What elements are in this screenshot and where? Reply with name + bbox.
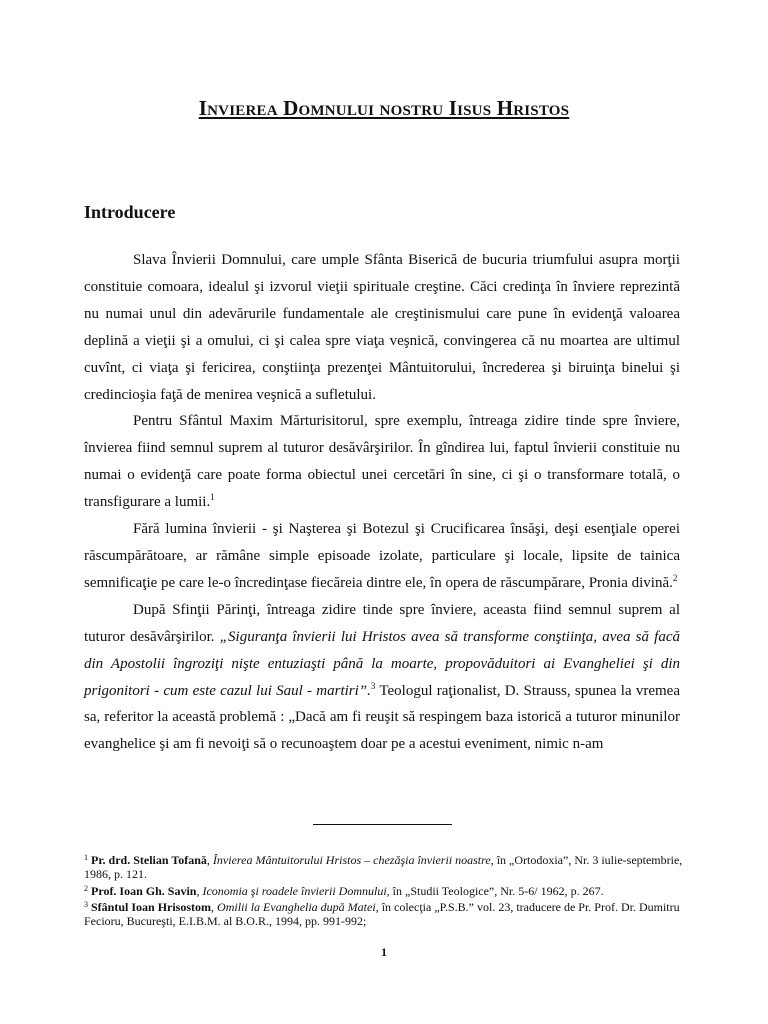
section-heading: Introducere [84,202,176,222]
footnote-details: , în colecţia „P.S.B.” vol. 23, traducere de Pr. Prof. Dr. Dumitru Fecioru, Bucureşti, E.I.B.M. al B.O.R., 1994, pp. 991-992; [84,899,680,929]
footnote-author: Pr. drd. Stelian Tofană [91,853,207,867]
paragraph [84,408,680,516]
footnote [84,853,690,882]
page-number: 1 [381,945,387,959]
paragraph [84,597,680,758]
footnote-number: 2 [84,883,88,893]
footnote-number: 3 [84,899,88,909]
footnote-author: Prof. Ioan Gh. Savin [91,883,197,898]
paragraph-text: Teologul raţionalist, D. Strauss, spunea la vremea sa, referitor la această problemă : „Dacă am fi reuşit să respingem baza istorică a tuturor minunilor evanghelice şi am fi nevoiţi să o recunoaştem doar pe a acestui eveniment, nimic n-am [84,682,680,753]
paragraph-text: Pentru Sfântul Maxim Mărturisitorul, spre exemplu, întreaga zidire tinde spre înviere, învierea fiind semnul suprem al tuturor desăvârşirilor. În gîndirea lui, faptul învierii constituie nu numai o evidenţă care poate forma obiectul unei cercetări în sine, ci şi o transformare totală, o transfigurare a lumii. [84,413,680,511]
footnote [84,884,690,898]
document-title: Invierea Domnului nostru Iisus Hristos [198,96,570,120]
paragraph [84,516,680,597]
footnote-work: Învierea Mântuitorului Hristos – chezăşia învierii noastre [212,853,491,867]
footnote-number: 1 [84,853,88,862]
footnotes [84,853,690,930]
footnote-ref: 3 [370,680,376,691]
footnote-work: Omilii la Evanghelia după Matei [217,899,376,914]
footnote-author: Sfântul Ioan Hrisostom [91,899,212,914]
paragraph-text: După Sfinţii Părinţi, întreaga zidire tinde spre înviere, aceasta fiind semnul suprem al tuturor desăvârşirilor. [84,601,680,645]
footnote [84,900,690,929]
footnote-ref: 1 [210,492,215,503]
footnote-separator: , [196,883,203,898]
body-text [84,247,680,758]
quotation: „Siguranţa învierii lui Hristos avea să transforme conştiinţa, avea să facă din Apostolii îngroziţi nişte entuziaşti până la moarte, propovăduitori ai Evangheliei şi din prigonitori - cum este cazul lui Saul - martiri”. [84,628,680,699]
footnote-work: Iconomia şi roadele învierii Domnului [202,883,387,898]
paragraph [84,247,680,408]
footnote-separator: , [206,853,213,867]
footnote-divider [313,824,452,825]
paragraph-text: Fără lumina învierii - şi Naşterea şi Botezul şi Crucificarea însăşi, deşi esenţiale operei răscumpărătoare, ar rămâne simple episoade izolate, particulare şi locale, lipsite de tainica semnificaţie pe care le-o încredinţase fiecăreia dintre ele, în opera de răscumpărare, Pronia divină. [84,521,680,591]
footnote-details: , în „Ortodoxia”, Nr. 3 iulie-septembrie, 1986, p. 121. [84,853,683,882]
footnote-details: , în „Studii Teologice”, Nr. 5-6/ 1962, p. 267. [386,883,604,898]
footnote-separator: , [211,899,218,914]
paragraph-text: Slava Învierii Domnului, care umple Sfânta Biserică de bucuria triumfului asupra morţii constituie comoara, idealul şi izvorul vieţii spirituale creştine. Căci credinţa în înviere reprezintă nu numai unul din adevărurile fundamentale ale creştinismului care pune în evidenţă valoarea deplină a vieţii şi a omului, ci şi calea spre viaţa veşnică, convingerea că nu moartea are ultimul cuvînt, ci viaţa şi fericirea, conştiinţa prezenţei Mântuitorului, încrederea şi biruinţa binelui şi credincioşia faţă de menirea veşnică a sufletului. [84,252,680,403]
footnote-ref: 2 [672,572,678,583]
